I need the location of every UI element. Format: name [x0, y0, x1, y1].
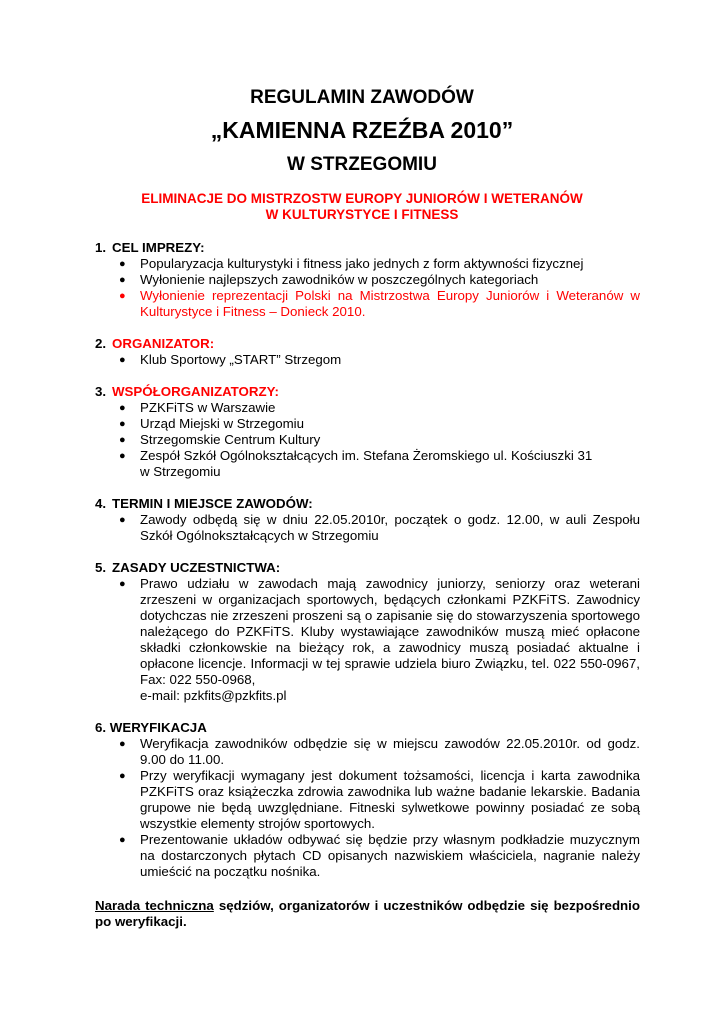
list-item [119, 432, 640, 448]
list-item [119, 736, 640, 768]
bullet-list [95, 736, 640, 880]
section-heading [95, 496, 640, 512]
regulations-body [95, 240, 640, 896]
bullet-icon: ● [119, 450, 126, 462]
contact-email: e-mail: pzkfits@pzkfits.pl [140, 688, 287, 703]
list-item-text: Urząd Miejski w Strzegomiu [140, 416, 305, 431]
list-item [119, 512, 640, 544]
bullet-list [95, 256, 640, 320]
section-title: 6. WERYFIKACJA [95, 720, 207, 735]
bullet-list [95, 576, 640, 704]
section-title: ZASADY UCZESTNICTWA: [112, 560, 281, 575]
bullet-icon: ● [119, 770, 126, 782]
section-date-place [95, 496, 640, 544]
section-coorganizers [95, 384, 640, 480]
bullet-icon: ● [119, 354, 126, 366]
list-item [119, 256, 640, 272]
section-number: 4. [95, 496, 107, 511]
bullet-list [95, 400, 640, 480]
list-item [119, 768, 640, 832]
section-number: 5. [95, 560, 107, 575]
list-item-text: Strzegomskie Centrum Kultury [140, 432, 321, 447]
list-item [119, 832, 640, 880]
list-item-text: Prezentowanie układów odbywać się będzie przy własnym podkładzie muzycznym na dostarczonych płytach CD opisanych nazwiskiem właściciela, nagranie należy umieścić na początku nośnika. [140, 832, 640, 879]
bullet-icon: ● [119, 514, 126, 526]
list-item [119, 272, 640, 288]
bullet-icon: ● [119, 274, 126, 286]
bullet-icon: ● [119, 834, 126, 846]
participation-rules-text: Prawo udziału w zawodach mają zawodnicy juniorzy, seniorzy oraz weterani zrzeszeni w organizacjach sportowych, będących członkami PZKFiTS. Zawodnicy dotychczas nie zrzeszeni proszeni są o zapisanie się do stowarzyszenia sportowego należącego do PZKFiTS. Kluby wystawiające zawodników muszą mieć opłacone składki członkowskie na bieżący rok, a zawodnicy muszą posiadać aktualne i opłacone licencje. Informacji w tej sprawie udziela biuro Związku, tel. 022 550-0967, Fax: 022 550-0968, [140, 576, 640, 687]
technical-meeting-label: Narada techniczna [95, 898, 214, 913]
section-title: TERMIN I MIEJSCE ZAWODÓW: [112, 496, 313, 511]
bullet-list [95, 512, 640, 544]
bullet-icon: ● [119, 258, 126, 270]
section-number: 2. [95, 336, 107, 351]
section-title: WSPÓŁORGANIZATORZY: [112, 384, 279, 399]
list-item [119, 352, 640, 368]
section-heading [95, 384, 640, 400]
document-title: REGULAMIN ZAWODÓW [250, 87, 474, 108]
subtitle-line-2: W KULTURYSTYCE I FITNESS [265, 207, 459, 222]
event-name: „KAMIENNA RZEŹBA 2010” [210, 117, 514, 143]
section-number: 3. [95, 384, 107, 399]
section-goal [95, 240, 640, 320]
list-item-text: Wyłonienie najlepszych zawodników w poszczególnych kategoriach [140, 272, 539, 287]
list-item [119, 448, 640, 480]
list-item-text: Klub Sportowy „START” Strzegom [140, 352, 342, 367]
section-number: 1. [95, 240, 107, 255]
technical-meeting-text: sędziów, organizatorów i uczestników odbędzie się bezpośrednio po weryfikacji. [95, 898, 640, 929]
subtitle [0, 191, 724, 223]
list-item-text [140, 576, 640, 704]
event-location: W STRZEGOMIU [287, 154, 437, 175]
list-item [119, 416, 640, 432]
subtitle-line-1: ELIMINACJE DO MISTRZOSTW EUROPY JUNIORÓW I WETERANÓW [141, 191, 583, 206]
bullet-icon: ● [119, 418, 126, 430]
list-item-text: Weryfikacja zawodników odbędzie się w miejscu zawodów 22.05.2010r. od godz. 9.00 do 11.00. [140, 736, 640, 767]
list-item-text: Popularyzacja kulturystyki i fitness jako jednych z form aktywności fizycznej [140, 256, 584, 271]
technical-meeting-note [95, 898, 640, 930]
section-heading [95, 720, 640, 736]
bullet-icon: ● [119, 578, 126, 590]
section-verification [95, 720, 640, 880]
list-item [119, 576, 640, 704]
section-heading [95, 336, 640, 352]
bullet-icon: ● [119, 402, 126, 414]
bullet-icon: ● [119, 738, 126, 750]
list-item-text: Przy weryfikacji wymagany jest dokument tożsamości, licencja i karta zawodnika PZKFiTS oraz książeczka zdrowia zawodnika lub ważne badanie lekarskie. Badania grupowe nie będą uwzględniane. Fitneski sylwetkowe powinny posiadać ze sobą wszystkie elementy strojów sportowych. [140, 768, 640, 831]
section-heading [95, 240, 640, 256]
bullet-icon: ● [119, 290, 126, 302]
list-item-text: Wyłonienie reprezentacji Polski na Mistrzostwa Europy Juniorów i Weteranów w Kulturystyce i Fitness – Donieck 2010. [140, 288, 640, 319]
section-title: ORGANIZATOR: [112, 336, 215, 351]
section-organizer [95, 336, 640, 368]
bullet-icon: ● [119, 434, 126, 446]
list-item-text: Zespół Szkół Ogólnokształcących im. Stefana Żeromskiego ul. Kościuszki 31 w Strzegomiu [140, 448, 593, 479]
list-item [119, 288, 640, 320]
list-item-text: PZKFiTS w Warszawie [140, 400, 276, 415]
list-item-text: Zawody odbędą się w dniu 22.05.2010r, początek o godz. 12.00, w auli Zespołu Szkół Ogólnokształcących w Strzegomiu [140, 512, 640, 543]
section-title: CEL IMPREZY: [112, 240, 205, 255]
section-participation-rules [95, 560, 640, 704]
bullet-list [95, 352, 640, 368]
section-heading [95, 560, 640, 576]
list-item [119, 400, 640, 416]
